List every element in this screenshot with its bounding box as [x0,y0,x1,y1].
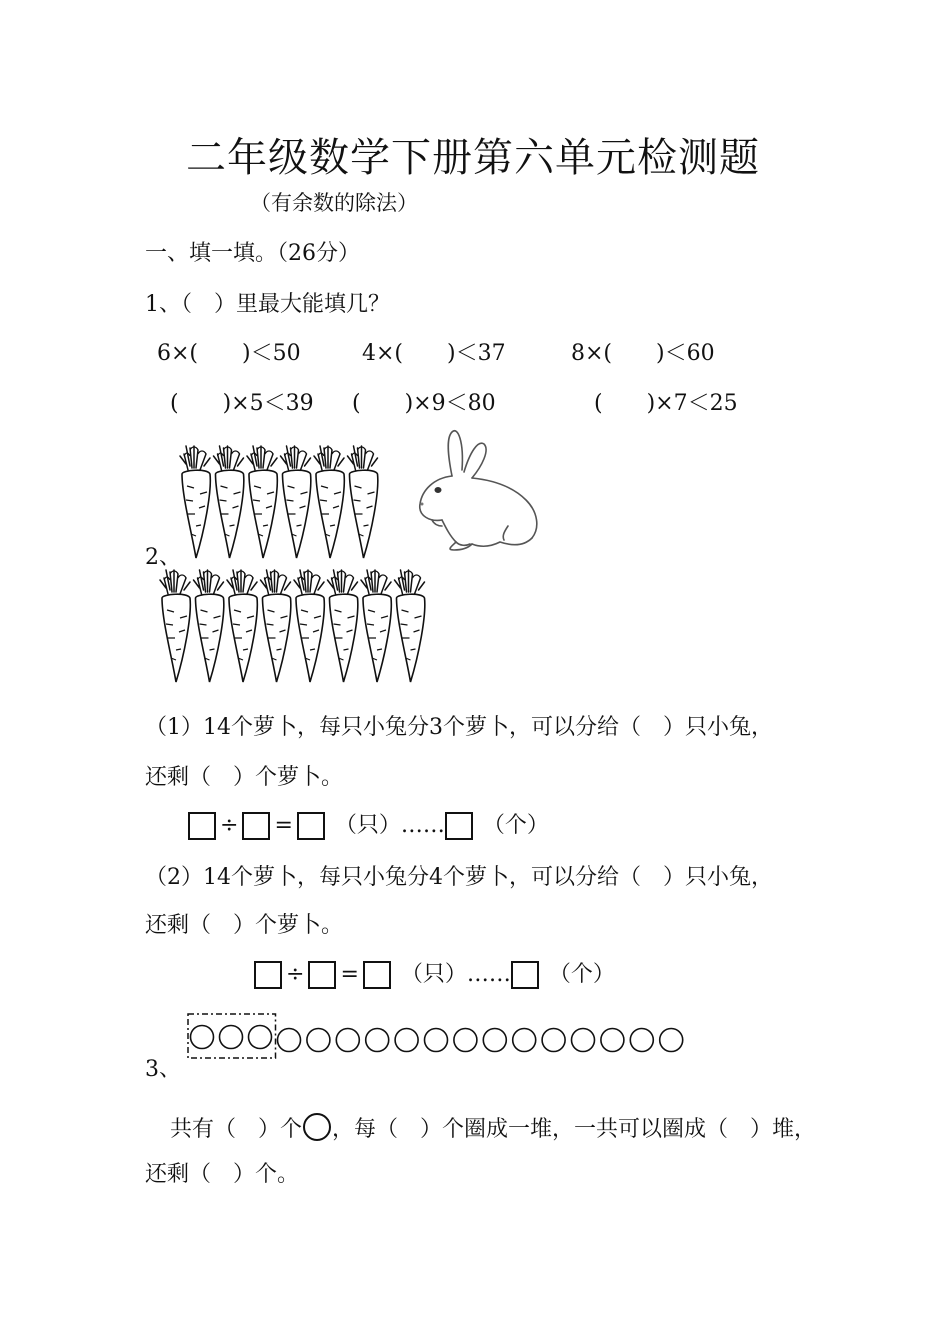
remainder-dots: …… [466,962,511,987]
circle-mark [483,1029,506,1052]
answer-box[interactable] [242,812,270,840]
answer-box[interactable] [363,961,391,989]
unit-label: （只） [400,962,467,987]
question-1-prompt: 1、（ ）里最大能填几？ [145,292,390,317]
circle-mark [660,1029,683,1052]
carrot-icon [348,446,378,558]
unit-label: （个） [548,962,615,987]
carrot-icon [361,570,391,682]
answer-box[interactable] [188,812,216,840]
carrot-icon [261,570,291,682]
question-1-expr: ( )×7＜25 [594,391,738,416]
question-1-expr: 6×( )＜50 [157,341,301,366]
carrot-icon [328,570,358,682]
circle-mark [542,1029,565,1052]
answer-box[interactable] [297,812,325,840]
carrot-icon [227,570,257,682]
carrot-icon [281,446,311,558]
question-3-text-cont: 还剩（ ）个。 [145,1162,300,1187]
circle-mark [249,1026,272,1049]
carrot-icon [294,570,324,682]
circle-mark [425,1029,448,1052]
question-1-expr: 8×( )＜60 [571,341,715,366]
circle-mark [513,1029,536,1052]
remainder-dots: …… [400,813,445,838]
circle-mark [630,1029,653,1052]
circle-mark [220,1026,243,1049]
answer-box[interactable] [445,812,473,840]
division-equation [254,957,615,989]
question-3-text-b: ，每（ ）个圈成一堆，一共可以圈成（ ）堆， [332,1117,817,1142]
section-heading: 一、填一填。（26分） [145,241,360,266]
circle-mark [278,1029,301,1052]
answer-box[interactable] [254,961,282,989]
circle-mark [191,1026,214,1049]
circle-mark [307,1029,330,1052]
answer-box[interactable] [308,961,336,989]
circle-mark [395,1029,418,1052]
carrot-group-bottom [158,570,448,686]
circle-mark [454,1029,477,1052]
question-2-number: 2、 [145,545,181,570]
carrot-icon [160,570,190,682]
circle-mark [572,1029,595,1052]
circle-mark [366,1029,389,1052]
carrot-icon [395,570,425,682]
question-2-2-text-cont: 还剩（ ）个萝卜。 [145,913,344,938]
question-2-1-text-cont: 还剩（ ）个萝卜。 [145,765,344,790]
circle-mark [336,1029,359,1052]
page-title: 二年级数学下册第六单元检测题 [186,135,760,181]
question-3-text [170,1112,816,1143]
equals-sign: = [340,962,359,987]
divide-sign: ÷ [286,962,305,987]
carrot-group-top [178,446,388,562]
divide-sign: ÷ [220,813,239,838]
question-3-text-a: 共有（ ）个 [170,1117,303,1142]
question-3-number: 3、 [145,1057,181,1082]
circle-row [186,1012,696,1064]
page-subtitle: （有余数的除法） [250,191,418,215]
carrot-icon [314,446,344,558]
question-1-expr: 4×( )＜37 [362,341,506,366]
circle-icon [302,1112,332,1142]
group-box [188,1014,276,1058]
circle-mark [601,1029,624,1052]
rabbit-icon [412,428,544,554]
question-1-expr: ( )×5＜39 [170,391,314,416]
division-equation [188,808,549,840]
question-2-1-text: （1）14个萝卜，每只小兔分3个萝卜，可以分给（ ）只小兔， [145,715,773,740]
equals-sign: = [274,813,293,838]
unit-label: （只） [334,813,401,838]
carrot-icon [194,570,224,682]
carrot-icon [180,446,210,558]
question-2-2-text: （2）14个萝卜，每只小兔分4个萝卜，可以分给（ ）只小兔， [145,865,773,890]
carrot-icon [214,446,244,558]
answer-box[interactable] [511,961,539,989]
question-1-expr: ( )×9＜80 [352,391,496,416]
carrot-icon [247,446,277,558]
unit-label: （个） [482,813,549,838]
